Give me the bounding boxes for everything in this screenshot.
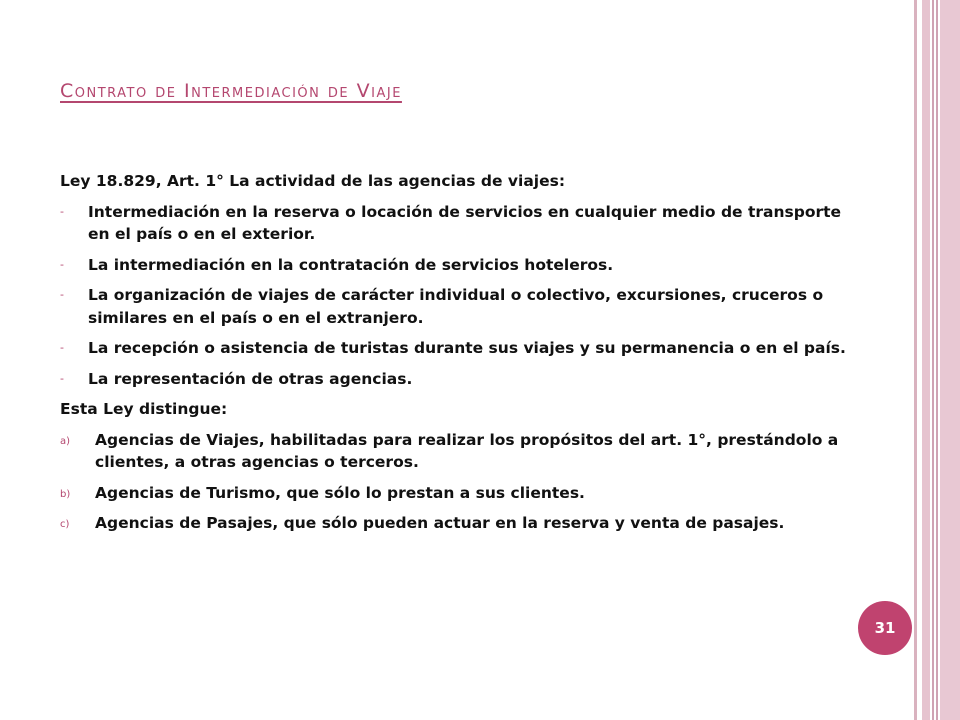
activity-item bbox=[60, 201, 850, 246]
edge-stripe bbox=[922, 0, 930, 720]
agency-type-text: Agencias de Viajes, habilitadas para realizar los propósitos del art. 1°, prestándolo a clientes, a otras agencias o terceros. bbox=[95, 430, 839, 471]
agency-type-item bbox=[60, 512, 850, 535]
activity-text: La organización de viajes de carácter individual o colectivo, excursiones, cruceros o similares en el país o en el extranjero. bbox=[88, 286, 824, 327]
agency-type-text: Agencias de Turismo, que sólo lo prestan a sus clientes. bbox=[95, 483, 585, 502]
activity-item bbox=[60, 254, 850, 277]
activity-text: La representación de otras agencias. bbox=[88, 369, 413, 388]
activity-text: Intermediación en la reserva o locación de servicios en cualquier medio de transporte en el país o en el exterior. bbox=[88, 202, 842, 243]
distinction-heading: Esta Ley distingue: bbox=[60, 400, 228, 418]
list-letter: c) bbox=[60, 519, 70, 530]
edge-stripe bbox=[914, 0, 917, 720]
bullet-dash: - bbox=[60, 288, 64, 301]
activity-item bbox=[60, 284, 850, 329]
list-letter: a) bbox=[60, 435, 71, 447]
activity-item bbox=[60, 337, 850, 360]
agency-type-text: Agencias de Pasajes, que sólo pueden actuar en la reserva y venta de pasajes. bbox=[95, 514, 785, 532]
bullet-dash: - bbox=[60, 204, 64, 218]
edge-stripe bbox=[932, 0, 934, 720]
activity-item bbox=[60, 368, 850, 391]
slide-title: Contrato de Intermediación de Viaje bbox=[60, 80, 402, 102]
list-letter: b) bbox=[60, 488, 71, 500]
bullet-dash: - bbox=[60, 257, 64, 271]
edge-stripe bbox=[936, 0, 938, 720]
decorative-edge-stripes bbox=[914, 0, 960, 720]
law-intro: Ley 18.829, Art. 1° La actividad de las agencias de viajes: bbox=[60, 172, 566, 190]
bullet-dash: - bbox=[60, 371, 64, 385]
activity-text: La intermediación en la contratación de servicios hoteleros. bbox=[88, 255, 614, 274]
activity-text: La recepción o asistencia de turistas durante sus viajes y su permanencia o en el país. bbox=[88, 339, 846, 357]
edge-stripe bbox=[940, 0, 960, 720]
agency-type-item bbox=[60, 429, 850, 474]
slide-body bbox=[60, 170, 850, 543]
agency-type-item bbox=[60, 482, 850, 505]
bullet-dash: - bbox=[60, 341, 64, 354]
page-number-badge: 31 bbox=[858, 601, 912, 655]
